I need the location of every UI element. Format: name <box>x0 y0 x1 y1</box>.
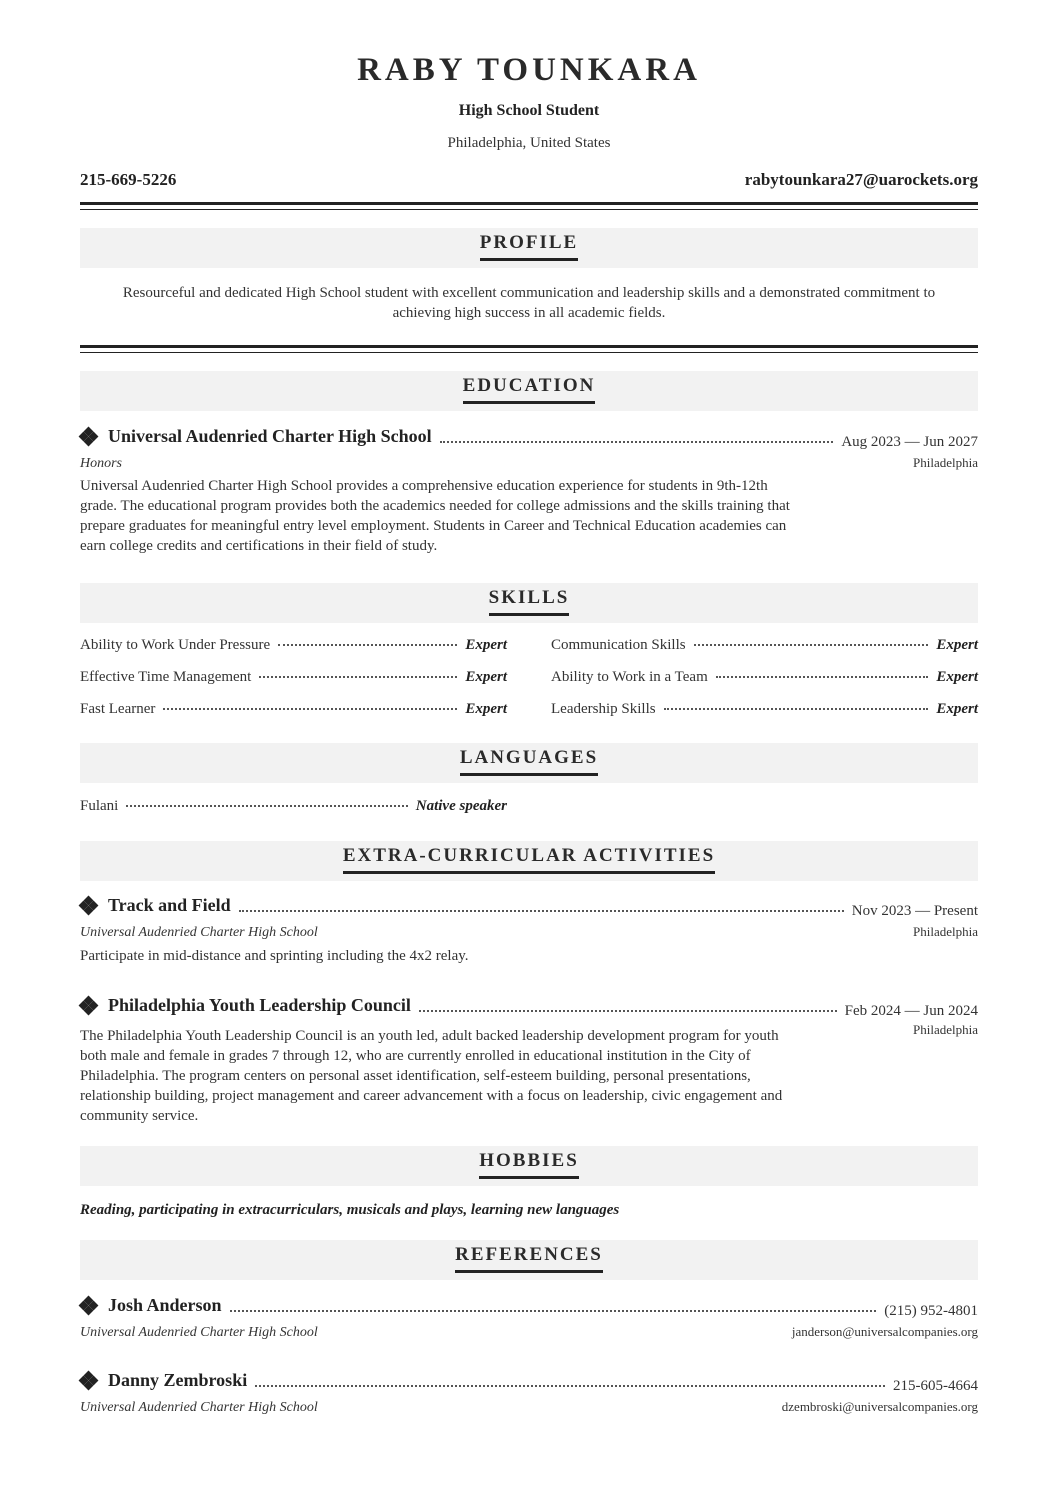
skill-level: Expert <box>465 637 507 653</box>
activity-entry <box>80 895 978 966</box>
skill-item <box>551 701 978 718</box>
email[interactable]: rabytounkara27@uarockets.org <box>744 170 978 189</box>
language-level: Native speaker <box>415 798 507 814</box>
language-item <box>80 798 507 815</box>
section-title: EXTRA-CURRICULAR ACTIVITIES <box>343 844 715 874</box>
divider <box>80 202 978 210</box>
section-header-skills <box>80 583 978 623</box>
reference-name: Josh Anderson <box>108 1295 222 1315</box>
skill-item <box>551 669 978 686</box>
diamond-bullet-icon <box>80 997 98 1015</box>
contact-row <box>80 170 978 190</box>
skill-name: Communication Skills <box>551 637 686 653</box>
languages-list <box>80 798 978 822</box>
skills-list <box>80 637 978 727</box>
entry-location: Philadelphia <box>913 1021 978 1037</box>
skill-item <box>80 637 507 654</box>
section-title: REFERENCES <box>455 1243 603 1273</box>
hobbies-text: Reading, participating in extracurriculars, musicals and plays, learning new languages <box>80 1202 620 1218</box>
section-header-hobbies <box>80 1146 978 1186</box>
language-name: Fulani <box>80 798 119 814</box>
entry-location: Philadelphia <box>913 923 978 939</box>
section-title: LANGUAGES <box>460 746 598 776</box>
skill-level: Expert <box>936 669 978 685</box>
profile-text: Resourceful and dedicated High School student with excellent communication and leadership skills and a demonstrated commitment to achieving high success in all academic fields. <box>122 285 936 321</box>
reference-org: Universal Audenried Charter High School <box>80 1399 318 1415</box>
section-title: SKILLS <box>489 586 570 616</box>
section-header-profile <box>80 228 978 268</box>
skill-item <box>80 701 507 718</box>
candidate-name: RABY TOUNKARA <box>357 52 701 88</box>
entry-dates: Aug 2023 — Jun 2027 <box>841 433 978 450</box>
section-header-references <box>80 1240 978 1280</box>
entry-title: Universal Audenried Charter High School <box>108 426 432 446</box>
reference-phone: (215) 952-4801 <box>884 1302 978 1319</box>
reference-email[interactable]: dzembroski@universalcompanies.org <box>781 1398 978 1414</box>
diamond-bullet-icon <box>80 1297 98 1315</box>
diamond-bullet-icon <box>80 428 98 446</box>
section-title: PROFILE <box>480 231 578 261</box>
divider <box>80 345 978 353</box>
reference-email[interactable]: janderson@universalcompanies.org <box>791 1323 978 1339</box>
skill-item <box>80 669 507 686</box>
section-header-languages <box>80 743 978 783</box>
reference-entry <box>80 1295 978 1341</box>
reference-entry <box>80 1370 978 1416</box>
skill-name: Ability to Work in a Team <box>551 669 708 685</box>
entry-description: Participate in mid-distance and sprinting including the 4x2 relay. <box>80 947 469 964</box>
entry-description: Universal Audenried Charter High School provides a comprehensive education experience for students in 9th-12th grade. The educational program provides both the academics needed for college admissions and the skills training that prepare graduates for meaningful entry level employment. Students in Career and Technical Education academies can earn college credits and certifications in their field of study. <box>80 477 790 554</box>
activity-entry <box>80 995 978 1126</box>
reference-phone: 215-605-4664 <box>893 1377 978 1394</box>
skill-level: Expert <box>936 637 978 653</box>
entry-description: The Philadelphia Youth Leadership Council is an youth led, adult backed leadership development program for youth both male and female in grades 7 through 12, who are currently enrolled in educational institution in the City of Philadelphia. The program centers on personal asset identification, self-esteem building, personal presentations, relationship building, project management and career advancement with a focus on leadership, civic engagement and community service. <box>80 1027 783 1124</box>
skill-name: Fast Learner <box>80 701 156 717</box>
skill-level: Expert <box>936 701 978 717</box>
reference-name: Danny Zembroski <box>108 1370 248 1390</box>
skill-name: Ability to Work Under Pressure <box>80 637 271 653</box>
location: Philadelphia, United States <box>447 135 611 151</box>
skill-item <box>551 637 978 654</box>
skill-level: Expert <box>465 669 507 685</box>
skill-name: Leadership Skills <box>551 701 656 717</box>
section-header-activities <box>80 841 978 881</box>
skill-name: Effective Time Management <box>80 669 252 685</box>
entry-dates: Nov 2023 — Present <box>851 902 978 919</box>
section-header-education <box>80 371 978 411</box>
diamond-bullet-icon <box>80 897 98 915</box>
section-title: HOBBIES <box>479 1149 579 1179</box>
entry-location: Philadelphia <box>913 454 978 470</box>
entry-subtitle: Honors <box>80 455 123 471</box>
phone: 215-669-5226 <box>80 170 177 189</box>
entry-subtitle: Universal Audenried Charter High School <box>80 924 318 940</box>
section-title: EDUCATION <box>463 374 596 404</box>
skill-level: Expert <box>465 701 507 717</box>
entry-title: Track and Field <box>108 895 231 915</box>
job-title: High School Student <box>458 102 600 119</box>
education-entry <box>80 426 978 556</box>
entry-dates: Feb 2024 — Jun 2024 <box>844 1002 978 1019</box>
diamond-bullet-icon <box>80 1372 98 1390</box>
reference-org: Universal Audenried Charter High School <box>80 1324 318 1340</box>
entry-title: Philadelphia Youth Leadership Council <box>108 995 411 1015</box>
